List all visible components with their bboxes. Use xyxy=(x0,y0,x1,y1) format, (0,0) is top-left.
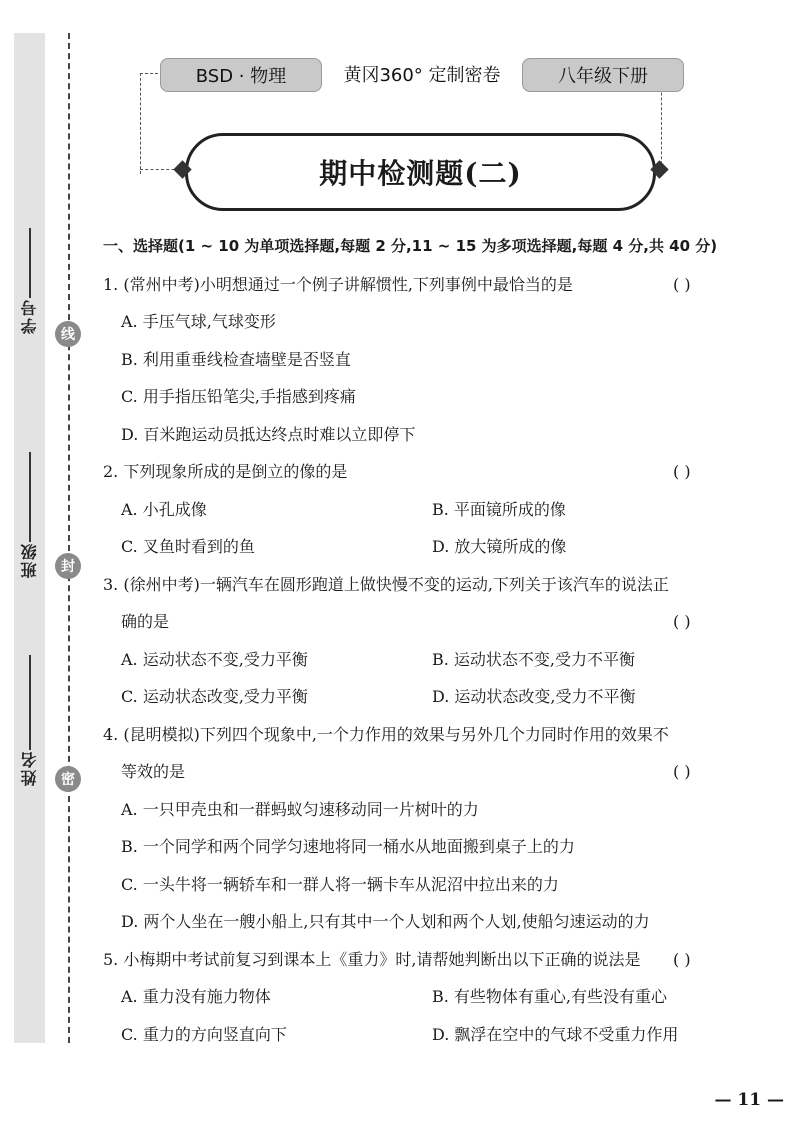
option-row xyxy=(103,678,743,716)
question-stem-line xyxy=(103,566,743,604)
answer-blank[interactable]: ( ) xyxy=(673,274,691,294)
option-row xyxy=(103,528,743,566)
name-underline xyxy=(29,655,31,750)
option-item[interactable]: D. 百米跑运动员抵达终点时难以立即停下 xyxy=(121,424,416,444)
question-stem-text: 确的是 xyxy=(121,612,170,631)
question-stem-text: 5. 小梅期中考试前复习到课本上《重力》时,请帮她判断出以下正确的说法是 xyxy=(103,949,641,969)
question-3 xyxy=(103,566,743,716)
option-item[interactable]: B. 平面镜所成的像 xyxy=(432,499,566,519)
question-stem-line xyxy=(103,716,743,754)
option-item[interactable]: D. 两个人坐在一艘小船上,只有其中一个人划和两个人划,使船匀速运动的力 xyxy=(121,912,650,931)
question-list xyxy=(103,266,743,1054)
answer-blank xyxy=(673,716,743,754)
student-id-field xyxy=(14,228,45,334)
answer-blank xyxy=(673,566,743,604)
series-name: 黄冈360° 定制密卷 xyxy=(322,58,522,90)
option-item[interactable]: B. 一个同学和两个同学匀速地将同一桶水从地面搬到桌子上的力 xyxy=(121,837,575,856)
seal-secret-mark: 密 xyxy=(55,766,81,792)
option-item[interactable]: B. 运动状态不变,受力不平衡 xyxy=(432,649,636,669)
question-stem-line xyxy=(103,941,743,979)
grade-badge: 八年级下册 xyxy=(522,58,684,92)
question-stem-text: 2. 下列现象所成的是倒立的像的是 xyxy=(103,462,348,481)
option-item[interactable]: B. 利用重垂线检查墙壁是否竖直 xyxy=(121,349,351,369)
question-stem-line xyxy=(103,603,743,641)
option-item[interactable]: D. 放大镜所成的像 xyxy=(432,537,567,556)
class-label: 班级 xyxy=(20,542,39,578)
question-stem-text: 等效的是 xyxy=(121,762,186,781)
subject-badge: BSD · 物理 xyxy=(160,58,322,92)
option-item[interactable]: C. 叉鱼时看到的鱼 xyxy=(121,537,255,556)
student-id-underline xyxy=(29,228,31,298)
name-label: 姓名 xyxy=(20,750,39,786)
class-underline xyxy=(29,452,31,542)
option-item[interactable]: C. 运动状态改变,受力平衡 xyxy=(121,687,308,706)
name-field xyxy=(14,655,45,786)
question-stem-text: 4. (昆明模拟)下列四个现象中,一个力作用的效果与另外几个力同时作用的效果不 xyxy=(103,724,669,744)
option-item[interactable]: A. 运动状态不变,受力平衡 xyxy=(121,649,308,669)
student-id-label: 学号 xyxy=(20,298,39,334)
option-item[interactable]: A. 小孔成像 xyxy=(121,499,207,519)
page-title: 期中检测题(二) xyxy=(185,133,656,211)
question-4 xyxy=(103,716,743,941)
answer-blank[interactable]: ( ) xyxy=(673,762,691,781)
seal-seal-mark: 封 xyxy=(55,553,81,579)
seal-line-mark: 线 xyxy=(55,321,81,347)
question-stem-text: 1. (常州中考)小明想通过一个例子讲解惯性,下列事例中最恰当的是 xyxy=(103,274,573,294)
question-section xyxy=(103,228,743,1053)
answer-blank[interactable]: ( ) xyxy=(673,462,691,481)
option-item[interactable]: D. 飘浮在空中的气球不受重力作用 xyxy=(432,1024,679,1044)
option-row xyxy=(103,978,743,1016)
section-heading: 一、选择题(1 ~ 10 为单项选择题,每题 2 分,11 ~ 15 为多项选择题,每题 4 分,共 40 分) xyxy=(103,237,718,255)
answer-blank[interactable]: ( ) xyxy=(673,949,691,969)
option-row xyxy=(103,641,743,679)
question-1 xyxy=(103,266,743,454)
question-2 xyxy=(103,453,743,566)
option-row xyxy=(103,1016,743,1054)
question-stem-line xyxy=(103,453,743,491)
option-item[interactable]: A. 手压气球,气球变形 xyxy=(121,312,276,331)
option-item[interactable]: B. 有些物体有重心,有些没有重心 xyxy=(432,987,668,1006)
answer-blank[interactable]: ( ) xyxy=(673,612,691,631)
question-5 xyxy=(103,941,743,1054)
cut-line xyxy=(68,33,70,1043)
option-row xyxy=(103,491,743,529)
question-stem-line xyxy=(103,753,743,791)
option-item[interactable]: A. 重力没有施力物体 xyxy=(121,987,271,1006)
option-item[interactable]: C. 用手指压铅笔尖,手指感到疼痛 xyxy=(121,387,356,406)
option-item[interactable]: D. 运动状态改变,受力不平衡 xyxy=(432,687,636,706)
question-stem-line xyxy=(103,266,743,304)
question-stem-text: 3. (徐州中考)一辆汽车在圆形跑道上做快慢不变的运动,下列关于该汽车的说法正 xyxy=(103,574,669,594)
page-number: — 11 — xyxy=(714,1090,784,1110)
option-item[interactable]: A. 一只甲壳虫和一群蚂蚁匀速移动同一片树叶的力 xyxy=(121,799,479,819)
class-field xyxy=(14,452,45,578)
option-item[interactable]: C. 重力的方向竖直向下 xyxy=(121,1024,287,1044)
option-item[interactable]: C. 一头牛将一辆轿车和一群人将一辆卡车从泥沼中拉出来的力 xyxy=(121,874,559,894)
